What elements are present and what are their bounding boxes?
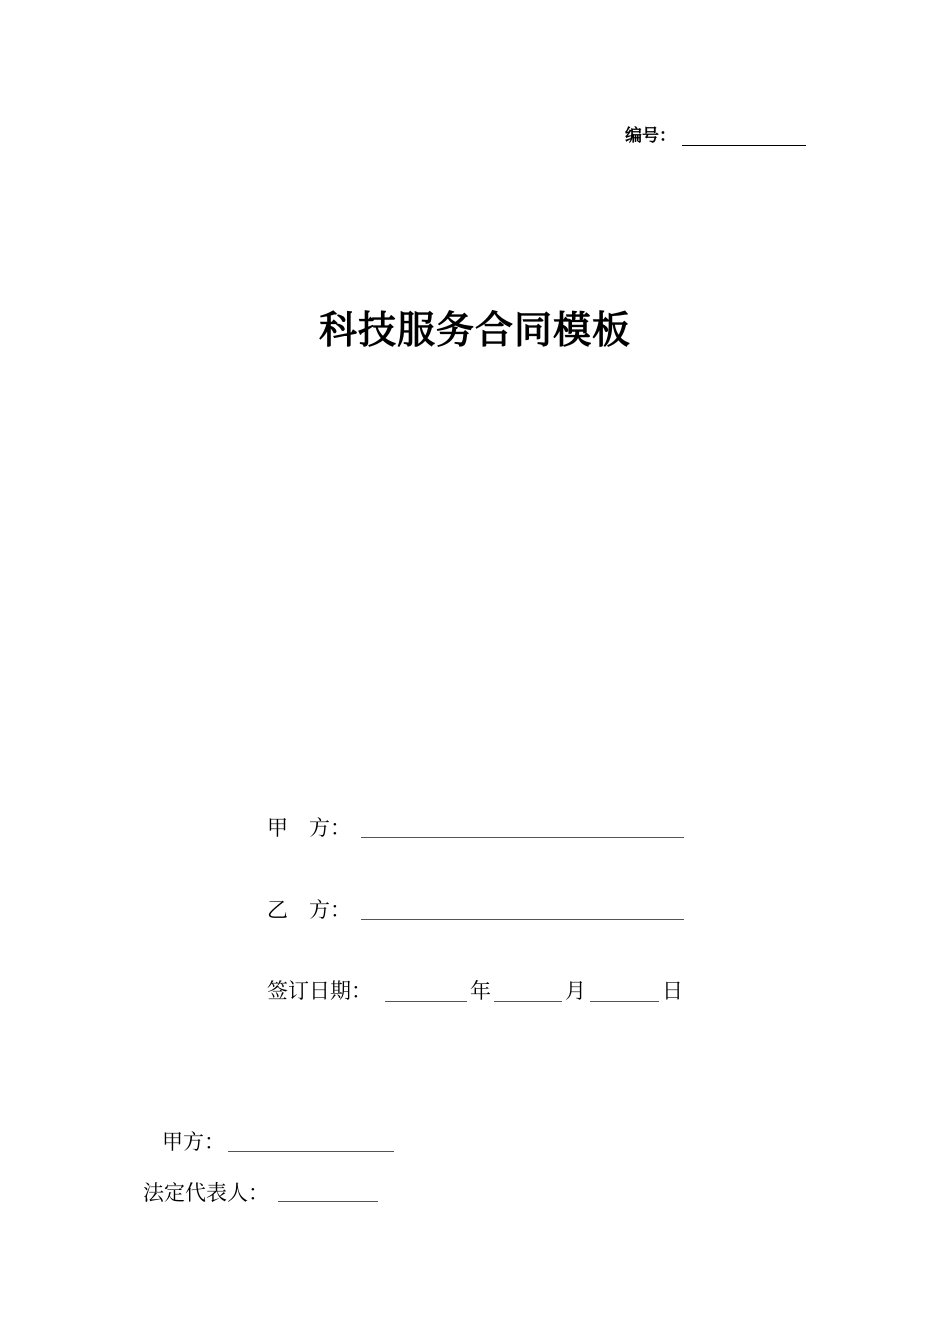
day-unit: 日 [662,979,683,1003]
month-unit: 月 [565,979,586,1003]
year-unit: 年 [470,979,491,1003]
sign-month-field[interactable] [494,1001,562,1002]
document-number-field[interactable] [682,145,806,146]
page-title: 科技服务合同模板 [318,308,631,352]
sign-day-field[interactable] [590,1001,659,1002]
signature-party-a-field[interactable] [228,1151,394,1152]
legal-representative-label: 法定代表人： [143,1181,269,1205]
sign-year-field[interactable] [385,1001,467,1002]
party-b-field[interactable] [361,919,684,920]
document-number-label: 编号： [625,126,676,146]
party-b-label: 乙 方： [267,898,351,922]
legal-representative-field[interactable] [278,1201,378,1202]
party-a-label: 甲 方： [267,816,351,840]
party-a-field[interactable] [361,837,684,838]
signature-party-a-label: 甲方： [162,1130,225,1154]
sign-date-label: 签订日期： [267,979,372,1003]
